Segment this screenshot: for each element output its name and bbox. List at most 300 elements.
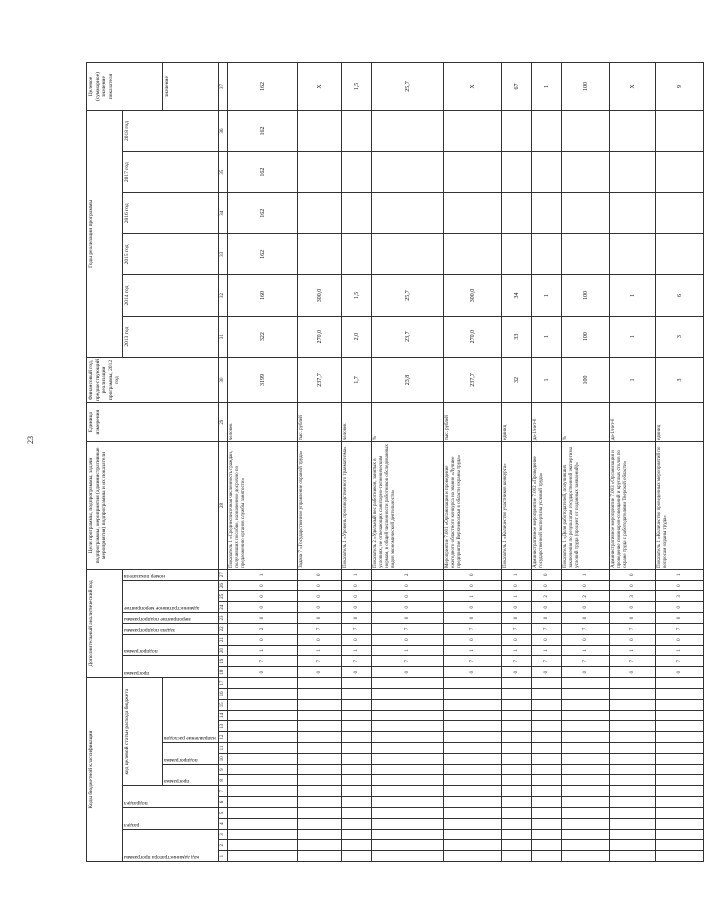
budget-code-cell	[610, 818, 656, 829]
row-description: Мероприятие 7.001 «Организация и проведение ежегодного областного конкурса на звание «Лучшее предприятие Верхневолжья в области охраны труда»	[444, 442, 502, 570]
budget-code-cell	[228, 743, 298, 754]
header-measure: мероприятие подпрограммы	[123, 613, 219, 624]
value-2018	[372, 110, 444, 151]
budget-code-cell	[562, 732, 610, 743]
row-description: Показатель 1 «Среднесписочная численность граждан, получивших пособие, назначенное досрочно по предложению органов службы занятости»	[228, 442, 298, 570]
row-unit: тыс. рублей	[444, 403, 502, 442]
analytic-code-cell: 0	[444, 634, 502, 645]
value-2012: 100	[562, 357, 610, 402]
budget-code-cell	[532, 753, 562, 764]
value-2016	[342, 193, 372, 234]
value-2014: 300,0	[444, 275, 502, 316]
budget-code-cell	[562, 829, 610, 840]
analytic-code-cell: 0	[656, 613, 704, 624]
budget-code-cell	[228, 721, 298, 732]
budget-code-cell	[342, 786, 372, 797]
value-2018	[342, 110, 372, 151]
budget-code-cell	[562, 689, 610, 700]
budget-code-cell	[444, 807, 502, 818]
value-2016	[656, 193, 704, 234]
analytic-code-cell: 0	[372, 602, 444, 613]
analytic-code-cell: 0	[502, 667, 532, 678]
analytic-code-cell: 0	[444, 613, 502, 624]
budget-code-cell	[502, 840, 532, 851]
analytic-code-cell: 0	[342, 613, 372, 624]
analytic-code-cell: 0	[342, 591, 372, 602]
value-2016	[532, 193, 562, 234]
row-unit: да-1/нет-0	[610, 403, 656, 442]
value-2015	[342, 234, 372, 275]
budget-code-cell	[502, 829, 532, 840]
budget-code-cell	[532, 807, 562, 818]
analytic-code-cell: 0	[228, 634, 298, 645]
header-budget-codes: Коды бюджетной классификации	[87, 678, 123, 862]
table-row	[610, 63, 656, 862]
value-2017	[502, 152, 532, 193]
budget-code-cell	[298, 753, 342, 764]
budget-code-cell	[656, 732, 704, 743]
column-number: 4	[219, 818, 228, 829]
value-2013: 322	[228, 316, 298, 357]
value-2017	[610, 152, 656, 193]
budget-code-cell	[372, 710, 444, 721]
budget-code-cell	[656, 753, 704, 764]
column-number: 16	[219, 689, 228, 700]
analytic-code-cell: 7	[532, 656, 562, 667]
budget-code-cell	[298, 840, 342, 851]
column-number: 13	[219, 721, 228, 732]
table-row	[342, 63, 372, 862]
budget-code-cell	[562, 710, 610, 721]
analytic-code-cell: 0	[298, 667, 342, 678]
budget-code-cell	[228, 678, 298, 689]
row-description: Показатель 1 «Количество участников конкурса»	[502, 442, 532, 570]
analytic-code-cell: 1	[502, 591, 532, 602]
column-number: 6	[219, 797, 228, 808]
header-2015: 2015 год	[123, 234, 219, 275]
value-2014: 100	[562, 275, 610, 316]
header-program: программа	[163, 764, 219, 786]
analytic-code-cell: 1	[228, 645, 298, 656]
budget-code-cell	[372, 818, 444, 829]
column-number: 23	[219, 613, 228, 624]
analytic-code-cell: 0	[228, 667, 298, 678]
budget-code-cell	[298, 797, 342, 808]
analytic-code-cell: 7	[372, 623, 444, 634]
analytic-code-cell: 0	[372, 634, 444, 645]
budget-code-cell	[502, 807, 532, 818]
program-table-sheet	[86, 62, 683, 862]
analytic-code-cell: 1	[298, 645, 342, 656]
row-unit: единиц	[656, 403, 704, 442]
budget-code-cell	[342, 678, 372, 689]
column-number: 18	[219, 667, 228, 678]
table-row	[656, 63, 704, 862]
analytic-code-cell: 1	[342, 645, 372, 656]
analytic-code-cell: 0	[610, 634, 656, 645]
analytic-code-cell: 0	[656, 634, 704, 645]
budget-code-cell	[656, 818, 704, 829]
header-measure-num: номер показателя	[123, 569, 219, 580]
value-2018: 162	[228, 110, 298, 151]
budget-code-cell	[562, 807, 610, 818]
value-2016	[444, 193, 502, 234]
header-goals: Цели программы, подпрограммы, задачи подпрограммы, мероприятия (административные мероприятия) подпрограммы и их показатели	[87, 442, 219, 570]
budget-code-cell	[298, 818, 342, 829]
analytic-code-cell: 0	[532, 667, 562, 678]
value-2017	[562, 152, 610, 193]
budget-code-cell	[532, 786, 562, 797]
budget-code-cell	[444, 764, 502, 775]
analytic-code-cell: 7	[610, 623, 656, 634]
budget-code-cell	[610, 829, 656, 840]
analytic-code-cell: 1	[562, 569, 610, 580]
budget-code-cell	[656, 786, 704, 797]
header-expense-code: код целевой статьи расхода бюджета	[123, 678, 163, 786]
row-unit: %	[562, 403, 610, 442]
value-2013: 100	[562, 316, 610, 357]
row-unit: %	[372, 403, 444, 442]
budget-code-cell	[656, 807, 704, 818]
value-2013: 270,0	[444, 316, 502, 357]
budget-code-cell	[372, 807, 444, 818]
budget-code-cell	[532, 699, 562, 710]
budget-code-cell	[298, 699, 342, 710]
column-number: 8	[219, 775, 228, 786]
value-2015	[298, 234, 342, 275]
budget-code-cell	[298, 732, 342, 743]
budget-code-cell	[444, 818, 502, 829]
budget-code-cell	[562, 786, 610, 797]
value-2017: 162	[228, 152, 298, 193]
budget-code-cell	[562, 775, 610, 786]
header-subprogram-col: подпрограмма	[123, 634, 219, 656]
budget-code-cell	[228, 753, 298, 764]
budget-code-cell	[298, 829, 342, 840]
row-unit: тыс. рублей	[298, 403, 342, 442]
value-target: 1	[532, 63, 562, 111]
table-body	[228, 63, 704, 862]
column-number: 35	[219, 152, 228, 193]
value-target: Х	[610, 63, 656, 111]
budget-code-cell	[532, 721, 562, 732]
budget-code-cell	[610, 732, 656, 743]
value-2015	[372, 234, 444, 275]
budget-code-cell	[372, 732, 444, 743]
program-indicators-table	[86, 62, 704, 862]
budget-code-cell	[610, 721, 656, 732]
row-unit: человек	[342, 403, 372, 442]
value-target: 100	[562, 63, 610, 111]
budget-code-cell	[228, 732, 298, 743]
table-row	[228, 63, 298, 862]
budget-code-cell	[610, 699, 656, 710]
header-program-col: программа	[123, 656, 219, 678]
analytic-code-cell: 7	[342, 623, 372, 634]
value-2013: 2,0	[342, 316, 372, 357]
value-2014: 1,5	[342, 275, 372, 316]
budget-code-cell	[444, 699, 502, 710]
budget-code-cell	[656, 797, 704, 808]
header-subprogram: подпрограмма	[163, 743, 219, 765]
analytic-code-cell: 0	[502, 613, 532, 624]
analytic-code-cell: 0	[656, 580, 704, 591]
budget-code-cell	[502, 786, 532, 797]
value-2014: 160	[228, 275, 298, 316]
budget-code-cell	[502, 764, 532, 775]
budget-code-cell	[532, 678, 562, 689]
analytic-code-cell: 0	[228, 602, 298, 613]
budget-code-cell	[444, 786, 502, 797]
analytic-code-cell: 0	[342, 667, 372, 678]
budget-code-cell	[342, 807, 372, 818]
budget-code-cell	[372, 764, 444, 775]
column-number: 3	[219, 829, 228, 840]
budget-code-cell	[342, 764, 372, 775]
header-direction: направление расходов	[163, 678, 219, 743]
value-2015	[656, 234, 704, 275]
budget-code-cell	[562, 797, 610, 808]
value-2012: 32	[502, 357, 532, 402]
budget-code-cell	[562, 840, 610, 851]
budget-code-cell	[228, 786, 298, 797]
value-2012: 23,8	[372, 357, 444, 402]
budget-code-cell	[656, 840, 704, 851]
column-number: 27	[219, 569, 228, 580]
column-number: 22	[219, 623, 228, 634]
budget-code-cell	[342, 721, 372, 732]
budget-code-cell	[444, 732, 502, 743]
value-2015: 162	[228, 234, 298, 275]
budget-code-cell	[502, 753, 532, 764]
budget-code-cell	[656, 775, 704, 786]
analytic-code-cell: 7	[444, 623, 502, 634]
budget-code-cell	[444, 851, 502, 862]
budget-code-cell	[298, 721, 342, 732]
header-value: значение	[163, 63, 219, 111]
budget-code-cell	[502, 689, 532, 700]
column-number: 28	[219, 442, 228, 570]
budget-code-cell	[656, 721, 704, 732]
header-2016: 2016 год	[123, 193, 219, 234]
table-row	[444, 63, 502, 862]
budget-code-cell	[532, 818, 562, 829]
value-2012: 1	[610, 357, 656, 402]
analytic-code-cell: 0	[228, 591, 298, 602]
budget-code-cell	[562, 743, 610, 754]
budget-code-cell	[610, 743, 656, 754]
analytic-code-cell: 2	[532, 591, 562, 602]
analytic-code-cell: 0	[656, 667, 704, 678]
column-number: 5	[219, 807, 228, 818]
row-unit: единиц	[502, 403, 532, 442]
analytic-code-cell: 0	[656, 602, 704, 613]
column-numbers-row	[219, 63, 228, 862]
analytic-code-cell: 7	[656, 656, 704, 667]
value-target: Х	[444, 63, 502, 111]
budget-code-cell	[532, 797, 562, 808]
value-2012: 3199	[228, 357, 298, 402]
budget-code-cell	[610, 764, 656, 775]
analytic-code-cell: 0	[298, 591, 342, 602]
value-2017	[532, 152, 562, 193]
analytic-code-cell: 7	[372, 656, 444, 667]
row-unit: да-1/нет-0	[532, 403, 562, 442]
analytic-code-cell: 0	[342, 580, 372, 591]
analytic-code-cell: 0	[502, 602, 532, 613]
budget-code-cell	[372, 678, 444, 689]
analytic-code-cell: 0	[532, 569, 562, 580]
budget-code-cell	[372, 851, 444, 862]
budget-code-cell	[298, 764, 342, 775]
budget-code-cell	[502, 775, 532, 786]
budget-code-cell	[656, 678, 704, 689]
header-target: Целевое (суммарное) значение показателя	[87, 63, 163, 111]
row-description: Административное мероприятие 7.002 «Проведение государственной экспертизы условий труда»	[532, 442, 562, 570]
analytic-code-cell: 0	[298, 569, 342, 580]
column-number: 10	[219, 753, 228, 764]
analytic-code-cell: 0	[444, 667, 502, 678]
budget-code-cell	[228, 797, 298, 808]
analytic-code-cell: 1	[444, 645, 502, 656]
column-number: 12	[219, 732, 228, 743]
analytic-code-cell: 0	[562, 634, 610, 645]
budget-code-cell	[502, 721, 532, 732]
row-unit: человек	[228, 403, 298, 442]
column-number: 29	[219, 403, 228, 442]
value-2012: 1,7	[342, 357, 372, 402]
budget-code-cell	[656, 710, 704, 721]
analytic-code-cell: 0	[444, 569, 502, 580]
budget-code-cell	[502, 743, 532, 754]
budget-code-cell	[228, 764, 298, 775]
value-target: Х	[298, 63, 342, 111]
value-2014: 6	[656, 275, 704, 316]
budget-code-cell	[532, 710, 562, 721]
analytic-code-cell: 7	[562, 623, 610, 634]
budget-code-cell	[610, 786, 656, 797]
budget-code-cell	[342, 840, 372, 851]
budget-code-cell	[298, 710, 342, 721]
analytic-code-cell: 0	[372, 667, 444, 678]
header-fin-year: Финансовый год, предшествующий реализации программы, 2012 год	[87, 357, 219, 402]
budget-code-cell	[372, 721, 444, 732]
budget-code-cell	[610, 807, 656, 818]
budget-code-cell	[228, 807, 298, 818]
value-2018	[656, 110, 704, 151]
value-target: 25,7	[372, 63, 444, 111]
analytic-code-cell: 7	[610, 656, 656, 667]
value-2015	[532, 234, 562, 275]
budget-code-cell	[444, 797, 502, 808]
analytic-code-cell: 7	[298, 656, 342, 667]
budget-code-cell	[372, 829, 444, 840]
value-2014: 1	[532, 275, 562, 316]
budget-code-cell	[444, 775, 502, 786]
analytic-code-cell: 7	[298, 623, 342, 634]
budget-code-cell	[562, 699, 610, 710]
analytic-code-cell: 2	[228, 623, 298, 634]
value-2018	[562, 110, 610, 151]
budget-code-cell	[298, 807, 342, 818]
analytic-code-cell: 0	[562, 613, 610, 624]
column-number: 19	[219, 656, 228, 667]
budget-code-cell	[610, 840, 656, 851]
value-2018	[502, 110, 532, 151]
analytic-code-cell: 7	[342, 656, 372, 667]
budget-code-cell	[562, 764, 610, 775]
row-description: Показатель 2 «Удельный вес работников, занятых в условиях, не отвечающих санитарно-гигиеническим нормам, в общей численности работников обследованных видов экономической деятельности»	[372, 442, 444, 570]
budget-code-cell	[502, 678, 532, 689]
budget-code-cell	[562, 753, 610, 764]
analytic-code-cell: 0	[298, 634, 342, 645]
budget-code-cell	[610, 710, 656, 721]
column-number: 20	[219, 645, 228, 656]
analytic-code-cell: 7	[502, 623, 532, 634]
value-2014: 34	[502, 275, 532, 316]
value-2018	[444, 110, 502, 151]
analytic-code-cell: 1	[532, 645, 562, 656]
budget-code-cell	[562, 818, 610, 829]
budget-code-cell	[532, 764, 562, 775]
analytic-code-cell: 0	[342, 634, 372, 645]
budget-code-cell	[298, 775, 342, 786]
analytic-code-cell: 7	[562, 656, 610, 667]
analytic-code-cell: 0	[298, 602, 342, 613]
budget-code-cell	[228, 689, 298, 700]
value-2013: 3	[656, 316, 704, 357]
table-row	[502, 63, 532, 862]
budget-code-cell	[444, 689, 502, 700]
column-number: 2	[219, 840, 228, 851]
budget-code-cell	[532, 840, 562, 851]
budget-code-cell	[298, 851, 342, 862]
value-2016	[562, 193, 610, 234]
budget-code-cell	[298, 786, 342, 797]
value-2012: 1	[532, 357, 562, 402]
column-number: 15	[219, 699, 228, 710]
budget-code-cell	[342, 818, 372, 829]
value-2017	[444, 152, 502, 193]
value-2017	[656, 152, 704, 193]
analytic-code-cell: 7	[228, 656, 298, 667]
budget-code-cell	[502, 699, 532, 710]
column-number: 31	[219, 316, 228, 357]
value-2018	[298, 110, 342, 151]
analytic-code-cell: 0	[502, 634, 532, 645]
budget-code-cell	[444, 753, 502, 764]
budget-code-cell	[532, 829, 562, 840]
row-description: Показатель 1 «Уровень производственного травматизма»	[342, 442, 372, 570]
analytic-code-cell: 1	[372, 645, 444, 656]
header-unit: Единица измерения	[87, 403, 219, 442]
header-2013: 2013 год	[123, 316, 219, 357]
value-2013: 1	[532, 316, 562, 357]
budget-code-cell	[610, 678, 656, 689]
analytic-code-cell: 0	[562, 667, 610, 678]
value-2017	[342, 152, 372, 193]
header-task: задача подпрограммы	[123, 623, 219, 634]
budget-code-cell	[502, 797, 532, 808]
budget-code-cell	[444, 678, 502, 689]
column-number: 30	[219, 357, 228, 402]
column-number: 25	[219, 591, 228, 602]
row-description: Показатель 1 «Количество проведенных мероприятий по вопросам охраны труда»	[656, 442, 704, 570]
analytic-code-cell: 0	[532, 613, 562, 624]
budget-code-cell	[656, 764, 704, 775]
analytic-code-cell: 0	[610, 569, 656, 580]
budget-code-cell	[372, 775, 444, 786]
